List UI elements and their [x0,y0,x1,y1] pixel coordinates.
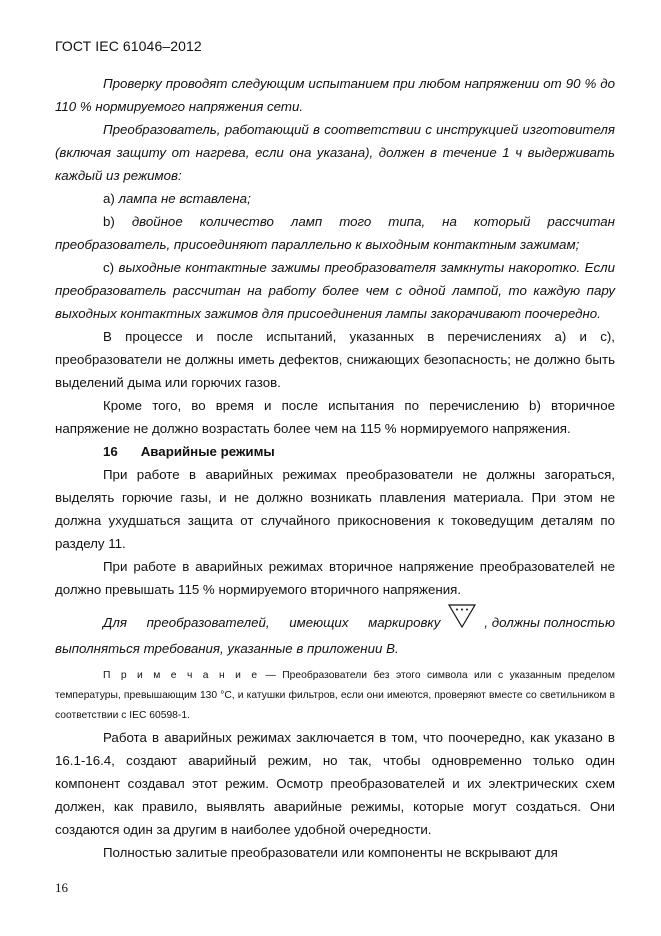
section-number: 16 [103,444,118,459]
list-item-c-text: выходные контактные зажимы преобразователя замкнуты накоротко. Если преобразователь рассчитан на работу более чем с одной лампой, то каждую пару выходных контактных зажимов для присоединения лампы закорачивают поочередно. [55,260,615,321]
list-item-a-text: лампа не вставлена; [118,191,251,206]
note-text: — Преобразователи без этого символа или с указанным пределом температуры, превышающим 130 °С, и катушки фильтров, если они имеются, проверяют вместе со светильником в соответствии с IEC 60598-1. [55,670,615,721]
paragraph-converter-modes: Преобразователь, работающий в соответствии с инструкцией изготовителя (включая защиту от нагрева, если она указана), должен в течение 1 ч выдерживать каждый из режимов: [55,122,615,183]
list-item-a [55,187,615,210]
page-content [55,72,615,864]
page-number: 16 [55,880,68,895]
note-label: П р и м е ч а н и е [103,670,260,681]
paragraph-potted-converters: Полностью залитые преобразователи или компоненты не вскрывают для [103,845,558,860]
note [55,666,615,726]
section-heading [55,440,615,463]
marking-text-before: Для преобразователей, имеющих маркировку [103,615,441,630]
thermal-protection-symbol-icon [446,603,478,629]
paragraph-marking [55,611,615,637]
marking-text-after: , должны полностью [484,615,615,630]
list-item-b [55,210,615,233]
list-item-b-line2: преобразователь, присоединяют параллельно к выходным контактным зажимам; [55,237,580,252]
paragraph-test-voltage: Проверку проводят следующим испытанием при любом напряжении от 90 % до 110 % нормируемого напряжения сети. [55,76,615,114]
list-item-a-label: a) [103,191,115,206]
marking-text-line2: выполняться требования, указанные в приложении В. [55,641,399,656]
section-title: Аварийные режимы [140,444,275,459]
paragraph-fault-procedure: Работа в аварийных режимах заключается в том, что поочередно, как указано в 16.1-16.4, создают аварийный режим, но так, чтобы одновременно только один компонент создавал этот режим. Осмотр преобразователей и их электрических схем должен, как правило, выявлять аварийные режимы, которые могут создаться. Они создаются один за другим в наиболее удобной очередности. [55,730,615,837]
list-item-c [55,256,615,325]
document-header: ГОСТ IEC 61046–2012 [55,38,202,54]
paragraph-fault-conditions: При работе в аварийных режимах преобразователи не должны загораться, выделять горючие газы, и не должно возникать плавления материала. При этом не должна ухудшаться защита от случайного прикосновения к токоведущим деталям по разделу 11. [55,467,615,551]
paragraph-fault-voltage: При работе в аварийных режимах вторичное напряжение преобразователей не должно превышать 115 % нормируемого вторичного напряжения. [55,559,615,597]
list-item-c-label: c) [103,260,115,275]
list-item-b-line1: двойное количество ламп того типа, на который рассчитан [131,214,615,229]
paragraph-defects: В процессе и после испытаний, указанных в перечислениях а) и с), преобразователи не должны иметь дефектов, снижающих безопасность; не должно быть выделений дыма или горючих газов. [55,329,615,390]
paragraph-secondary-voltage: Кроме того, во время и после испытания по перечислению b) вторичное напряжение не должно возрастать более чем на 115 % нормируемого напряжения. [55,398,615,436]
list-item-b-label: b) [103,214,115,229]
